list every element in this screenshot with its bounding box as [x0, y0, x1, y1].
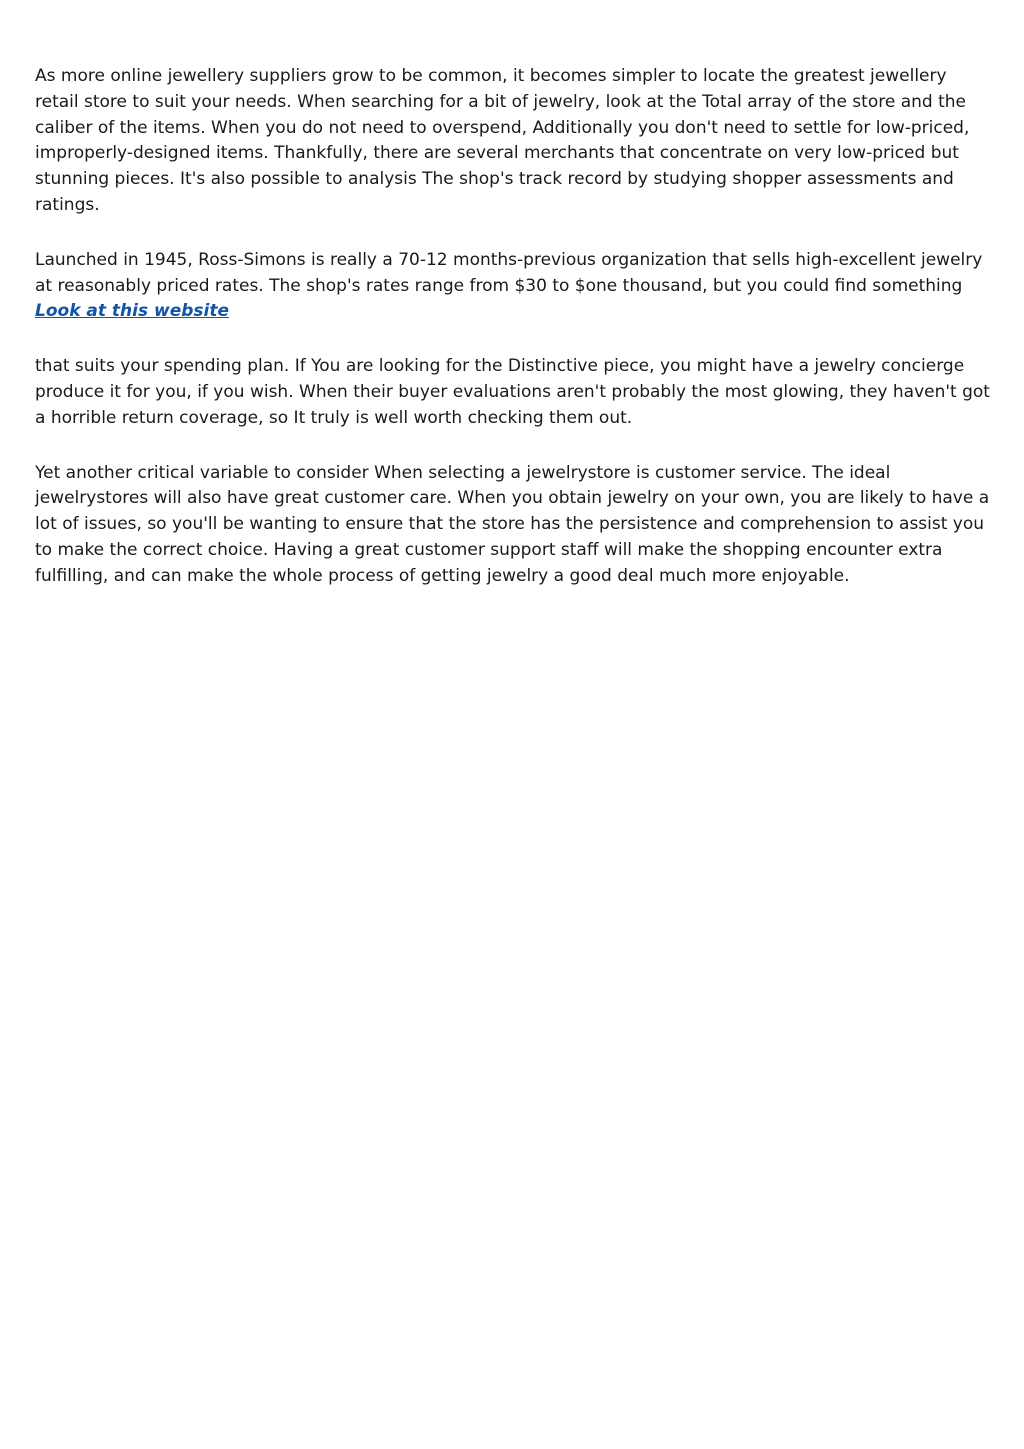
document-body	[35, 64, 995, 619]
paragraph-text: Yet another critical variable to consider When selecting a jewelrystore is customer service. The ideal jewelrystores will also have great customer care. When you obtain jewelry on your own, you are likely to have a lot of issues, so you'll be wanting to ensure that the store has the persistence and comprehension to assist you to make the correct choice. Having a great customer support staff will make the shopping encounter extra fulfilling, and can make the whole process of getting jewelry a good deal much more enjoyable.	[35, 462, 990, 586]
paragraph-intro	[35, 64, 995, 219]
paragraph-spending-plan	[35, 354, 995, 431]
paragraph-text: As more online jewellery suppliers grow to be common, it becomes simpler to locate the greatest jewellery retail store to suit your needs. When searching for a bit of jewelry, look at the Total array of the store and the caliber of the items. When you do not need to overspend, Additionally you don't need to settle for low-priced, improperly-designed items. Thankfully, there are several merchants that concentrate on very low-priced but stunning pieces. It's also possible to analysis The shop's track record by studying shopper assessments and ratings.	[35, 66, 970, 215]
paragraph-customer-service	[35, 461, 995, 590]
paragraph-text: Launched in 1945, Ross-Simons is really a 70-12 months-previous organization that sells high-excellent jewelry at reasonably priced rates. The shop's rates range from $30 to $one thousand, but you could find something	[35, 249, 983, 296]
paragraph-text: that suits your spending plan. If You are looking for the Distinctive piece, you might have a jewelry concierge produce it for you, if you wish. When their buyer evaluations aren't probably the most glowing, they haven't got a horrible return coverage, so It truly is well worth checking them out.	[35, 356, 990, 428]
look-at-this-website-link[interactable]: Look at this website	[35, 301, 230, 322]
paragraph-ross-simons	[35, 248, 995, 325]
